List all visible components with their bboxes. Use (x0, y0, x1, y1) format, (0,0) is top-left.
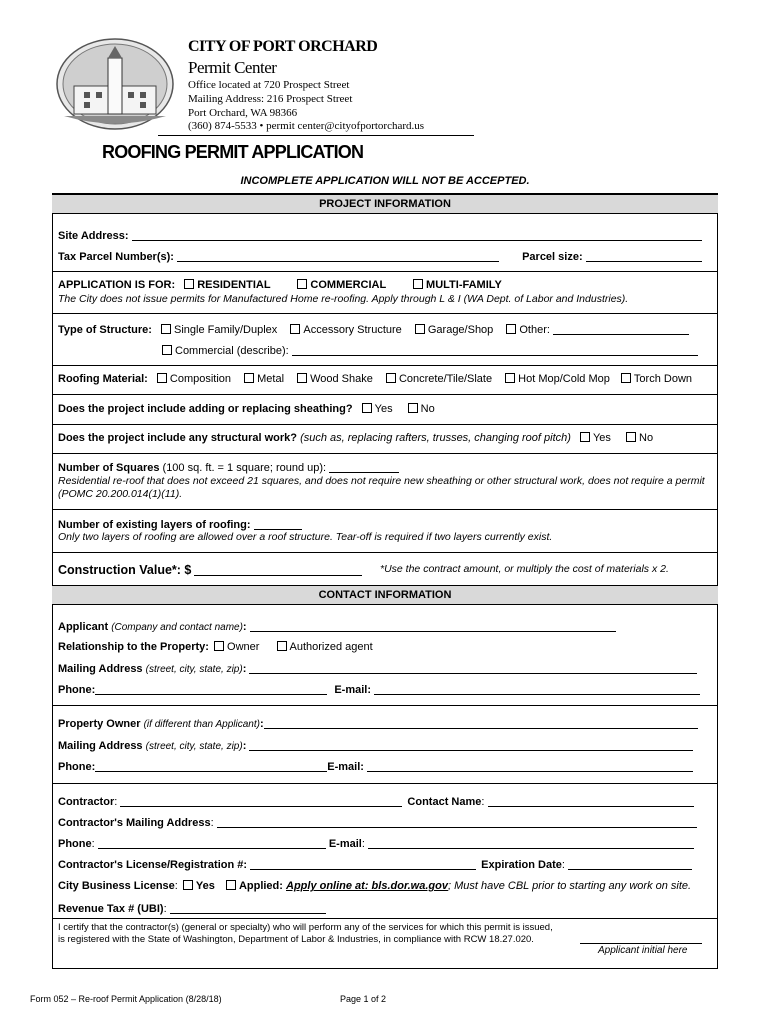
parcel-size-label: Parcel size: (522, 251, 583, 263)
business-license-applied-checkbox[interactable] (226, 880, 236, 890)
initial-input[interactable] (580, 943, 702, 944)
city-name: CITY OF PORT ORCHARD (188, 38, 378, 55)
owner-mailing-label: Mailing Address (58, 740, 143, 752)
owner-email-input[interactable] (367, 760, 693, 772)
sheathing-no-label: No (420, 403, 435, 415)
roofing-material-row (58, 373, 692, 385)
contact-name-label: Contact Name (407, 796, 482, 808)
wood-shake-checkbox[interactable] (297, 373, 307, 383)
business-license-row: City Business License: Yes Applied: Apply online at: bls.dor.wa.gov; Must have CBL prior to starting any work on site. (58, 880, 692, 892)
property-owner-row: Property Owner (if different than Applicant): (58, 717, 698, 730)
wood-shake-label: Wood Shake (310, 373, 373, 385)
page-title: ROOFING PERMIT APPLICATION (102, 142, 364, 162)
garage-checkbox[interactable] (415, 324, 425, 334)
accessory-checkbox[interactable] (290, 324, 300, 334)
form-number: Form 052 – Re-roof Permit Application (8/28/18) (30, 994, 222, 1004)
form-frame (52, 193, 718, 969)
permit-center: Permit Center (188, 58, 277, 77)
layers-row (58, 518, 302, 531)
torch-down-label: Torch Down (633, 373, 692, 385)
contractor-email-input[interactable] (368, 837, 694, 849)
divider (52, 365, 718, 366)
contractor-mailing-input[interactable] (217, 816, 697, 828)
contractor-phone-row: Phone: E-mail: (58, 837, 694, 850)
residential-checkbox[interactable] (184, 279, 194, 289)
divider (52, 918, 718, 919)
applicant-mailing-hint: (street, city, state, zip) (145, 664, 243, 675)
property-owner-label: Property Owner (58, 718, 141, 730)
divider (52, 313, 718, 314)
structure-type-label: Type of Structure: (58, 324, 152, 336)
contractor-phone-input[interactable] (98, 837, 326, 849)
relationship-row (58, 641, 373, 653)
mailing-address: Mailing Address: 216 Prospect Street (188, 93, 353, 105)
squares-label: Number of Squares (58, 462, 160, 474)
business-license-label: City Business License (58, 880, 175, 892)
applicant-phone-row (58, 683, 700, 696)
sheathing-yes-label: Yes (374, 403, 393, 415)
commercial-describe-input[interactable] (292, 344, 698, 356)
site-address-label: Site Address: (58, 230, 129, 242)
commercial-describe-label: Commercial (describe): (175, 345, 289, 357)
multifamily-checkbox[interactable] (413, 279, 423, 289)
garage-label: Garage/Shop (427, 324, 494, 336)
license-row: Contractor's License/Registration #: Expiration Date: (58, 858, 692, 871)
commercial-describe-checkbox[interactable] (162, 345, 172, 355)
divider (52, 509, 718, 510)
sheathing-question: Does the project include adding or replacing sheathing? (58, 403, 353, 415)
apply-online-link[interactable]: Apply online at: bls.dor.wa.gov (286, 880, 448, 892)
composition-label: Composition (169, 373, 232, 385)
business-license-yes-label: Yes (195, 880, 215, 892)
parcel-size-input[interactable] (586, 250, 702, 262)
contractor-email-label: E-mail (328, 838, 362, 850)
page-number: Page 1 of 2 (340, 994, 387, 1004)
structural-no-label: No (639, 432, 654, 444)
contractor-phone-label: Phone (58, 838, 92, 850)
applicant-email-label: E-mail: (334, 684, 372, 696)
application-for-row (58, 279, 502, 291)
divider (52, 394, 718, 395)
tax-parcel-row (58, 250, 702, 263)
certification-line-2: is registered with the State of Washington, Department of Labor & Industries, in compliance with RCW 18.27.020. (58, 934, 534, 945)
applicant-phone-label: Phone: (58, 684, 96, 696)
concrete-label: Concrete/Tile/Slate (398, 373, 493, 385)
applicant-label: Applicant (58, 621, 109, 633)
application-for-label: APPLICATION IS FOR: (58, 279, 176, 291)
applicant-phone-input[interactable] (95, 683, 327, 695)
phone-email: (360) 874-5533 • permit center@cityofportorchard.us (188, 120, 425, 132)
construction-value-input[interactable] (194, 562, 362, 576)
expiration-input[interactable] (568, 858, 692, 870)
torch-down-checkbox[interactable] (621, 373, 631, 383)
metal-label: Metal (257, 373, 285, 385)
business-license-yes-checkbox[interactable] (183, 880, 193, 890)
city-seal-logo (54, 36, 176, 132)
divider (52, 453, 718, 454)
applied-label: Applied: (238, 880, 283, 892)
contractor-row: Contractor: Contact Name: (58, 795, 694, 808)
owner-mailing-hint: (street, city, state, zip) (145, 741, 243, 752)
composition-checkbox[interactable] (157, 373, 167, 383)
applicant-email-input[interactable] (374, 683, 700, 695)
squares-input[interactable] (329, 461, 399, 473)
owner-mailing-input[interactable] (249, 739, 693, 751)
expiration-label: Expiration Date (481, 859, 562, 871)
owner-checkbox[interactable] (214, 641, 224, 651)
other-input[interactable] (553, 323, 689, 335)
agent-label: Authorized agent (289, 641, 373, 653)
applicant-mailing-label: Mailing Address (58, 663, 143, 675)
cbl-note: ; Must have CBL prior to starting any work on site. (447, 880, 692, 892)
applicant-input[interactable] (250, 620, 616, 632)
contractor-mailing-row: Contractor's Mailing Address: (58, 816, 697, 829)
contractor-label: Contractor (58, 796, 115, 808)
multifamily-label: MULTI-FAMILY (426, 279, 502, 291)
contractor-input[interactable] (120, 795, 402, 807)
divider (52, 552, 718, 553)
property-owner-input[interactable] (264, 717, 698, 729)
applicant-mailing-input[interactable] (249, 662, 697, 674)
divider (52, 705, 718, 706)
structural-no-checkbox[interactable] (626, 432, 636, 442)
roofing-material-label: Roofing Material: (58, 373, 148, 385)
metal-checkbox[interactable] (244, 373, 254, 383)
office-address: Office located at 720 Prospect Street (188, 79, 350, 91)
owner-phone-label: Phone: (58, 761, 96, 773)
contact-info-header: CONTACT INFORMATION (52, 585, 718, 605)
squares-row (58, 461, 399, 474)
owner-mailing-row: Mailing Address (street, city, state, zip): (58, 739, 693, 752)
structural-yes-checkbox[interactable] (580, 432, 590, 442)
layers-note: Only two layers of roofing are allowed over a roof structure. Tear-off is required if two layers currently exist. (58, 531, 553, 543)
applicant-mailing-row: Mailing Address (street, city, state, zip): (58, 662, 697, 675)
revenue-tax-label: Revenue Tax # (UBI) (58, 903, 164, 915)
owner-phone-row (58, 760, 693, 773)
hot-mop-label: Hot Mop/Cold Mop (518, 373, 610, 385)
layers-label: Number of existing layers of roofing: (58, 519, 251, 531)
commercial-label: COMMERCIAL (310, 279, 386, 291)
certification-line-1: I certify that the contractor(s) (general or specialty) who will perform any of the services for which this permit is issued, (58, 922, 553, 933)
construction-value-note: *Use the contract amount, or multiply the cost of materials x 2. (380, 563, 669, 575)
structural-question: Does the project include any structural work? (58, 432, 297, 444)
owner-email-label: E-mail: (327, 761, 364, 773)
contractor-mailing-label: Contractor's Mailing Address (58, 817, 211, 829)
applicant-hint: (Company and contact name) (111, 622, 243, 633)
manufactured-home-note: The City does not issue permits for Manufactured Home re-roofing. Apply through L & I (WA Dept. of Labor and Industries). (58, 293, 629, 305)
revenue-tax-input[interactable] (170, 902, 326, 914)
property-owner-hint: (if different than Applicant) (143, 719, 260, 730)
site-address-input[interactable] (132, 229, 702, 241)
tax-parcel-input[interactable] (177, 250, 499, 262)
layers-input[interactable] (254, 518, 302, 530)
divider (52, 271, 718, 272)
site-address-row (58, 229, 702, 242)
divider (52, 424, 718, 425)
sheathing-no-checkbox[interactable] (408, 403, 418, 413)
commercial-checkbox[interactable] (297, 279, 307, 289)
divider (52, 783, 718, 784)
squares-hint: (100 sq. ft. = 1 square; round up): (162, 462, 327, 474)
commercial-describe-row (156, 344, 698, 357)
incomplete-warning: INCOMPLETE APPLICATION WILL NOT BE ACCEPTED. (240, 175, 530, 187)
city-state-zip: Port Orchard, WA 98366 (188, 107, 298, 119)
initial-label: Applicant initial here (598, 945, 688, 956)
owner-phone-input[interactable] (95, 760, 327, 772)
relationship-label: Relationship to the Property: (58, 641, 209, 653)
applicant-row: Applicant (Company and contact name): (58, 620, 616, 633)
owner-label: Owner (227, 641, 260, 653)
structural-hint: (such as, replacing rafters, trusses, changing roof pitch) (300, 432, 571, 444)
license-input[interactable] (250, 858, 476, 870)
hot-mop-checkbox[interactable] (505, 373, 515, 383)
agent-checkbox[interactable] (277, 641, 287, 651)
concrete-checkbox[interactable] (386, 373, 396, 383)
other-label: Other: (519, 324, 550, 336)
revenue-tax-row: Revenue Tax # (UBI): (58, 902, 326, 915)
contact-name-input[interactable] (488, 795, 694, 807)
single-family-label: Single Family/Duplex (173, 324, 278, 336)
single-family-checkbox[interactable] (161, 324, 171, 334)
tax-parcel-label: Tax Parcel Number(s): (58, 251, 174, 263)
project-info-header: PROJECT INFORMATION (52, 194, 718, 214)
structure-type-row (58, 323, 689, 336)
other-checkbox[interactable] (506, 324, 516, 334)
header-rule (158, 135, 474, 136)
construction-value-label: Construction Value*: $ (58, 563, 192, 577)
squares-note: Residential re-roof that does not exceed 21 squares, and does not require new sheathing or other structural work, does not require a permit (POMC 20.200.014(1)(11). (58, 475, 705, 500)
sheathing-row (58, 403, 435, 415)
structural-yes-label: Yes (592, 432, 611, 444)
construction-value-row (58, 562, 362, 577)
accessory-label: Accessory Structure (303, 324, 402, 336)
sheathing-yes-checkbox[interactable] (362, 403, 372, 413)
license-label: Contractor's License/Registration #: (58, 859, 248, 871)
structural-row (58, 432, 653, 444)
residential-label: RESIDENTIAL (197, 279, 271, 291)
